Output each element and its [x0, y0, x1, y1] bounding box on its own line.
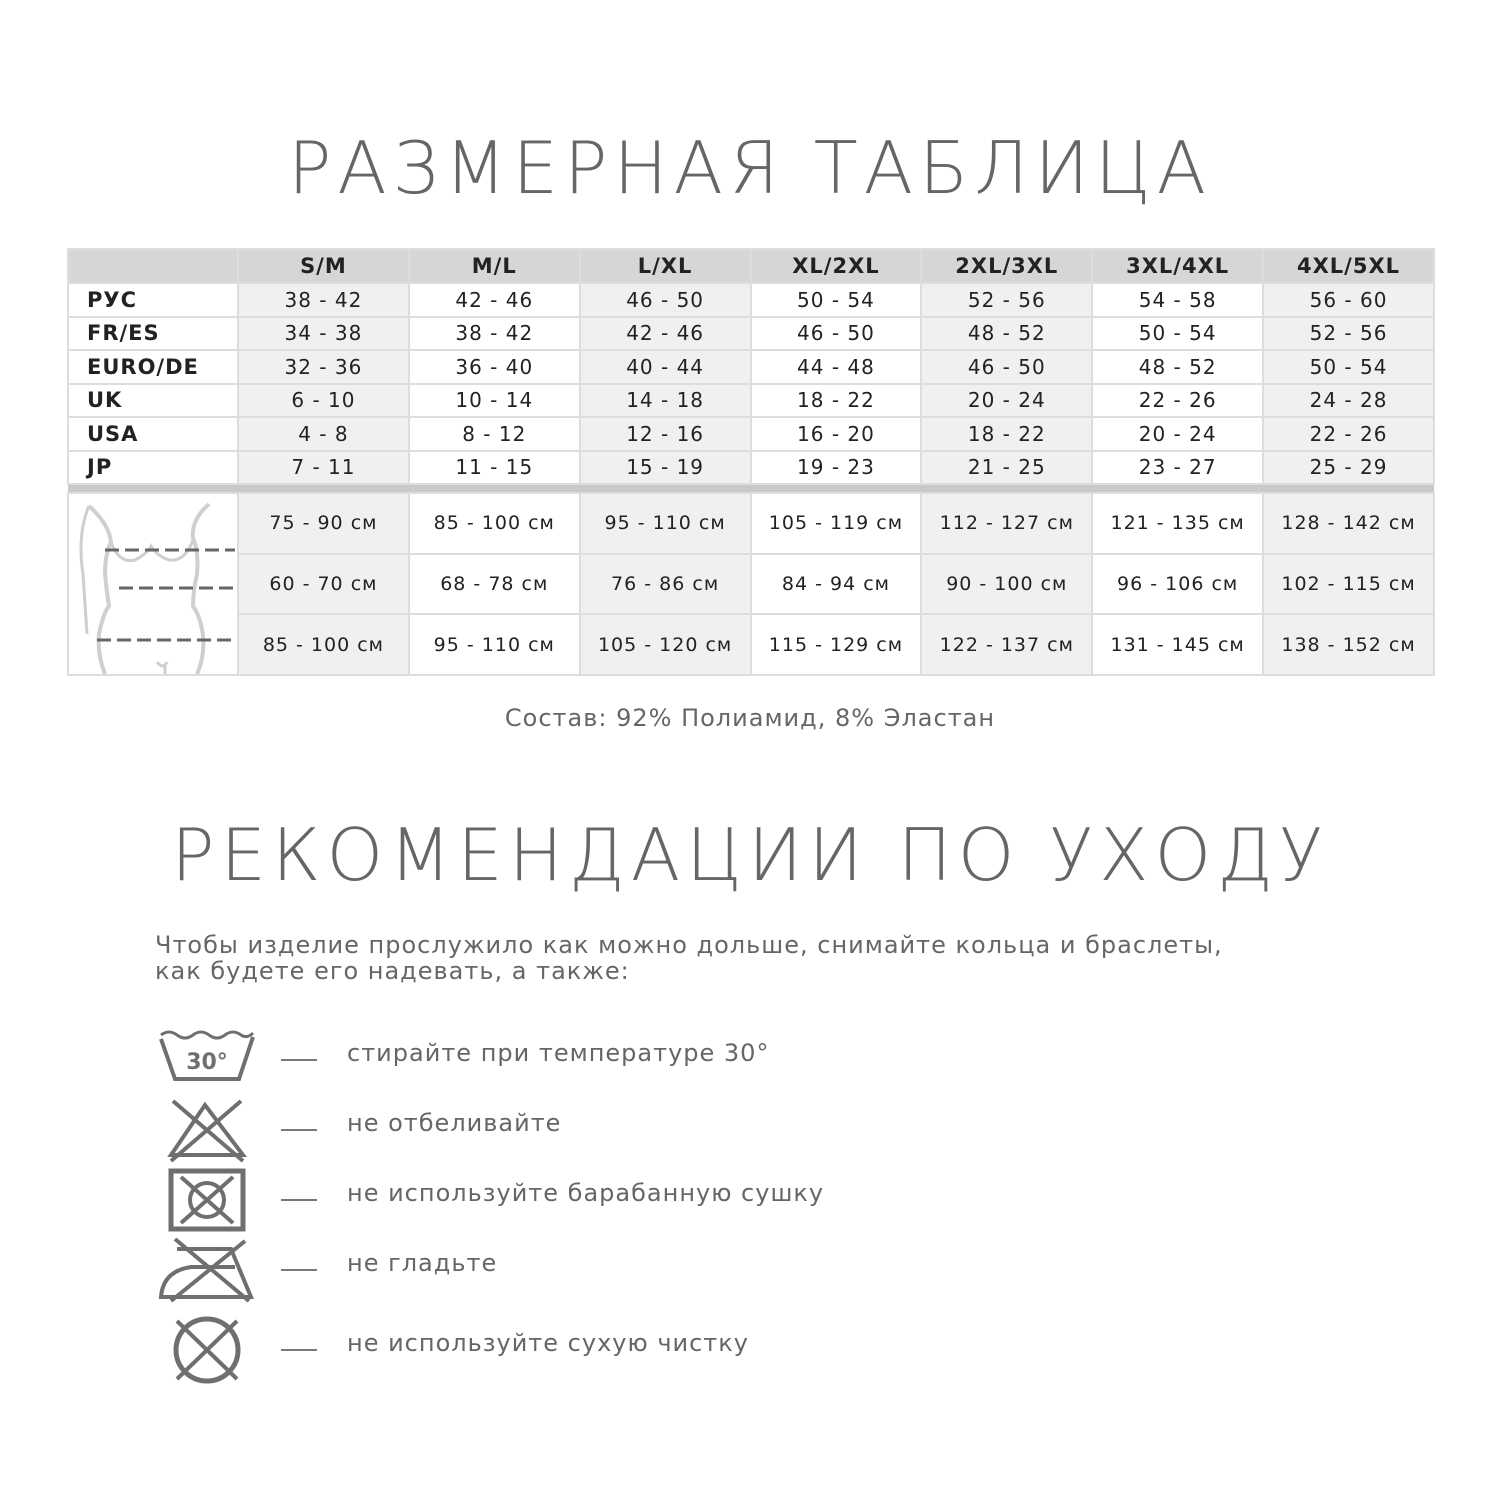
care-item-tumble — [155, 1165, 1355, 1235]
size-cell: 50 - 54 — [1263, 350, 1434, 384]
size-cell: 23 - 27 — [1092, 451, 1263, 485]
measurement-cell: 90 - 100 см — [921, 554, 1092, 615]
measurement-row — [68, 614, 1434, 675]
care-intro-line: как будете его надевать, а также: — [155, 957, 630, 985]
size-cell: 8 - 12 — [409, 417, 580, 451]
size-row-label: FR/ES — [68, 317, 238, 351]
size-column-header: M/L — [409, 249, 580, 283]
measurement-cell: 115 - 129 см — [751, 614, 922, 675]
size-cell: 40 - 44 — [580, 350, 751, 384]
measurement-cell: 102 - 115 см — [1263, 554, 1434, 615]
size-cell: 54 - 58 — [1092, 283, 1263, 317]
size-cell: 34 - 38 — [238, 317, 409, 351]
no-bleach-icon — [155, 1095, 259, 1165]
body-silhouette-icon — [69, 494, 235, 674]
size-column-header: L/XL — [580, 249, 751, 283]
size-cell: 7 - 11 — [238, 451, 409, 485]
size-cell: 46 - 50 — [921, 350, 1092, 384]
size-cell: 6 - 10 — [238, 384, 409, 418]
measurement-cell: 96 - 106 см — [1092, 554, 1263, 615]
size-row-label: РУС — [68, 283, 238, 317]
measurement-cell: 131 - 145 см — [1092, 614, 1263, 675]
size-cell: 46 - 50 — [580, 283, 751, 317]
size-cell: 16 - 20 — [751, 417, 922, 451]
table-separator — [68, 484, 1434, 493]
size-row-label: USA — [68, 417, 238, 451]
size-cell: 18 - 22 — [921, 417, 1092, 451]
no-iron-icon — [155, 1235, 259, 1305]
size-table — [67, 248, 1435, 676]
size-cell: 32 - 36 — [238, 350, 409, 384]
size-row — [68, 417, 1434, 451]
size-row — [68, 384, 1434, 418]
size-cell: 48 - 52 — [921, 317, 1092, 351]
measurement-row — [68, 554, 1434, 615]
size-cell: 38 - 42 — [409, 317, 580, 351]
size-cell: 46 - 50 — [751, 317, 922, 351]
size-column-header: XL/2XL — [751, 249, 922, 283]
care-item-text: не отбеливайте — [347, 1109, 562, 1137]
size-column-header: S/M — [238, 249, 409, 283]
measurement-cell: 121 - 135 см — [1092, 493, 1263, 554]
size-row — [68, 451, 1434, 485]
measurement-cell: 95 - 110 см — [409, 614, 580, 675]
care-item-iron — [155, 1235, 1355, 1305]
size-cell: 22 - 26 — [1263, 417, 1434, 451]
measurement-cell: 84 - 94 см — [751, 554, 922, 615]
measurement-cell: 138 - 152 см — [1263, 614, 1434, 675]
care-item-dryclean — [155, 1315, 1355, 1385]
size-cell: 50 - 54 — [1092, 317, 1263, 351]
measurement-cell: 112 - 127 см — [921, 493, 1092, 554]
size-cell: 10 - 14 — [409, 384, 580, 418]
composition-text: Состав: 92% Полиамид, 8% Эластан — [504, 704, 996, 732]
size-cell: 52 - 56 — [921, 283, 1092, 317]
size-row-label: EURO/DE — [68, 350, 238, 384]
wash-30-icon — [155, 1025, 259, 1095]
no-dry-clean-icon — [155, 1315, 259, 1385]
care-item-text: не используйте сухую чистку — [347, 1329, 749, 1357]
measurement-cell: 76 - 86 см — [580, 554, 751, 615]
care-intro — [155, 932, 1355, 984]
size-column-header: 2XL/3XL — [921, 249, 1092, 283]
size-row — [68, 283, 1434, 317]
size-cell: 48 - 52 — [1092, 350, 1263, 384]
size-cell: 24 - 28 — [1263, 384, 1434, 418]
body-figure — [68, 493, 238, 675]
size-cell: 20 - 24 — [921, 384, 1092, 418]
size-cell: 38 - 42 — [238, 283, 409, 317]
size-row-label: UK — [68, 384, 238, 418]
measurement-cell: 105 - 120 см — [580, 614, 751, 675]
care-dash — [281, 1129, 317, 1131]
measurement-cell: 128 - 142 см — [1263, 493, 1434, 554]
wash-temperature-label: 30° — [186, 1050, 228, 1075]
size-column-header: 4XL/5XL — [1263, 249, 1434, 283]
size-row — [68, 350, 1434, 384]
care-dash — [281, 1269, 317, 1271]
size-chart-title: РАЗМЕРНАЯ ТАБЛИЦА — [287, 126, 1213, 210]
size-cell: 36 - 40 — [409, 350, 580, 384]
size-cell: 20 - 24 — [1092, 417, 1263, 451]
care-item-bleach — [155, 1095, 1355, 1165]
header-blank — [68, 249, 238, 283]
size-cell: 42 - 46 — [409, 283, 580, 317]
size-cell: 4 - 8 — [238, 417, 409, 451]
measurement-cell: 75 - 90 см — [238, 493, 409, 554]
care-dash — [281, 1059, 317, 1061]
size-cell: 52 - 56 — [1263, 317, 1434, 351]
measurement-cell: 85 - 100 см — [238, 614, 409, 675]
measurement-cell: 60 - 70 см — [238, 554, 409, 615]
care-intro-line: Чтобы изделие прослужило как можно дольше, снимайте кольца и браслеты, — [155, 931, 1223, 959]
measurement-cell: 85 - 100 см — [409, 493, 580, 554]
size-cell: 44 - 48 — [751, 350, 922, 384]
size-cell: 21 - 25 — [921, 451, 1092, 485]
size-cell: 15 - 19 — [580, 451, 751, 485]
measurement-cell: 122 - 137 см — [921, 614, 1092, 675]
size-column-header: 3XL/4XL — [1092, 249, 1263, 283]
care-item-text: не используйте барабанную сушку — [347, 1179, 825, 1207]
size-cell: 22 - 26 — [1092, 384, 1263, 418]
size-cell: 14 - 18 — [580, 384, 751, 418]
care-item-text: не гладьте — [347, 1249, 498, 1277]
care-dash — [281, 1349, 317, 1351]
size-cell: 12 - 16 — [580, 417, 751, 451]
measurement-cell: 95 - 110 см — [580, 493, 751, 554]
care-dash — [281, 1199, 317, 1201]
no-tumble-dry-icon — [155, 1165, 259, 1235]
measurement-row — [68, 493, 1434, 554]
size-cell: 19 - 23 — [751, 451, 922, 485]
size-cell: 11 - 15 — [409, 451, 580, 485]
size-cell: 42 - 46 — [580, 317, 751, 351]
measurement-cell: 105 - 119 см — [751, 493, 922, 554]
size-row — [68, 317, 1434, 351]
care-item-wash — [155, 1025, 1355, 1095]
size-cell: 18 - 22 — [751, 384, 922, 418]
care-title: РЕКОМЕНДАЦИИ ПО УХОДУ — [171, 813, 1329, 897]
size-row-label: JP — [68, 451, 238, 485]
size-cell: 50 - 54 — [751, 283, 922, 317]
care-item-text: стирайте при температуре 30° — [347, 1039, 770, 1067]
size-header-row — [68, 249, 1434, 283]
size-cell: 25 - 29 — [1263, 451, 1434, 485]
measurement-cell: 68 - 78 см — [409, 554, 580, 615]
size-cell: 56 - 60 — [1263, 283, 1434, 317]
